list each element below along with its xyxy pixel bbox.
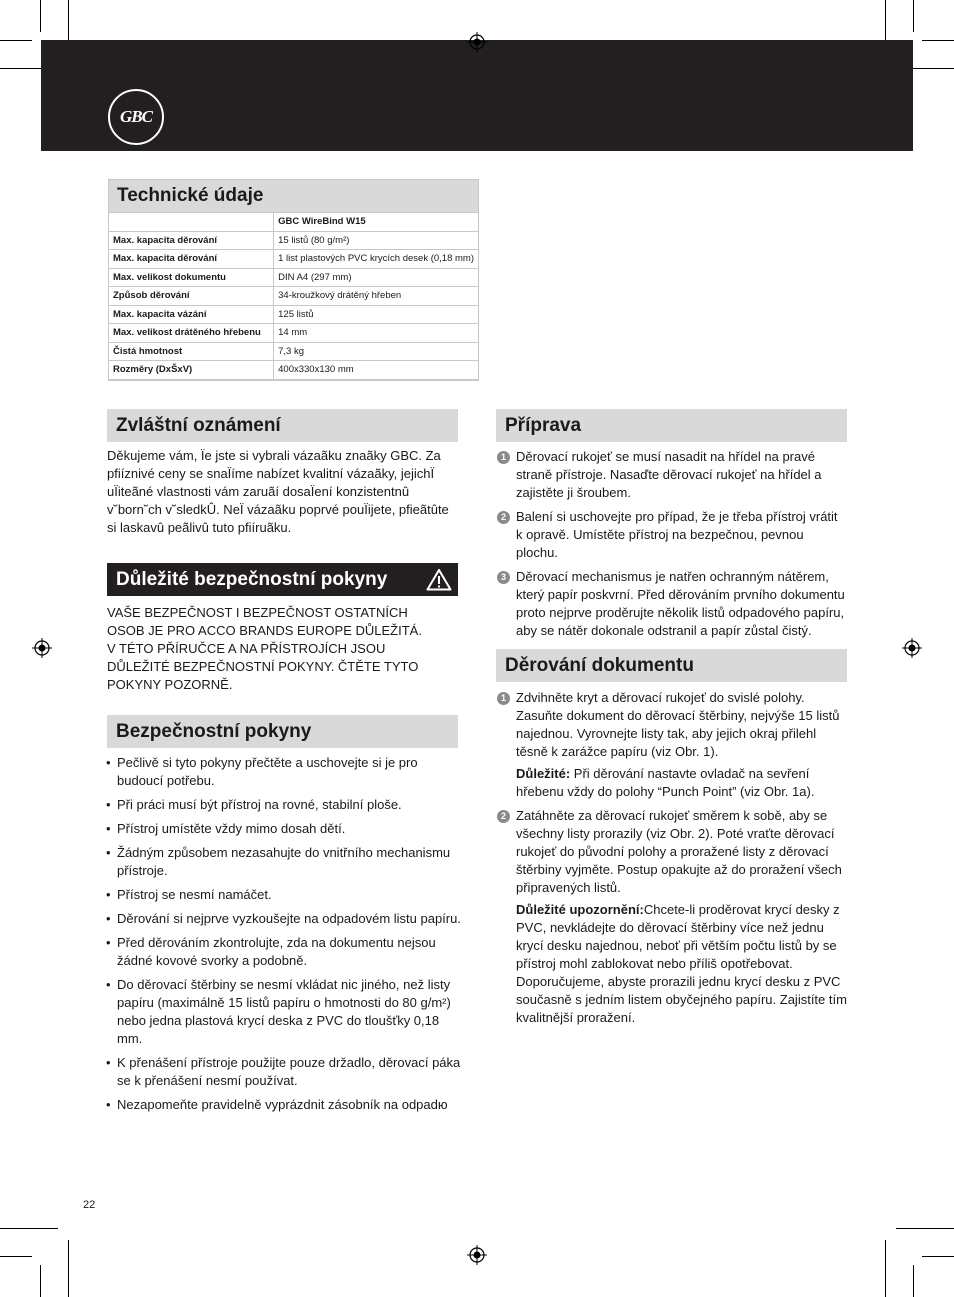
note	[516, 901, 847, 1027]
prep-steps	[497, 448, 847, 646]
crop-mark	[0, 1256, 32, 1257]
list-item: • Nezapomeňte pravidelně vyprázdnit zásobník na odpadю	[106, 1096, 461, 1114]
spec-value: 7,3 kg	[274, 342, 479, 361]
list-item: • Děrování si nejprve vyzkoušejte na odpadovém listu papíru.	[106, 910, 461, 928]
special-text: Děkujeme vám, Ïe jste si vybrali vázaãku znaãky GBC. Za pfiíznivé ceny se snaÏíme nabízet kvalitní vázaãky, jejichÏ uÏiteãné vlastnosti vám zaruãí dosaÏení konzistentnû v˘born˘ch v˘sledkÛ. NeÏ vázaãku poprvé pouÏijete, pfieãtûte si laskavû peãlivû tuto pfiíruãku.	[107, 448, 449, 535]
step-text: Zatáhněte za děrovací rukojeť směrem k sobě, aby se všechny listy prorazily (viz Obr. 2). Poté vraťte děrovací rukojeť do původní polohy a proražené listy z děrovací štěrbiny vyjměte. Postup opakujte až do proražení všech připravených listů.	[516, 808, 842, 895]
spec-label: Rozměry (DxŠxV)	[109, 361, 274, 380]
crop-mark	[922, 40, 954, 41]
spec-value: 14 mm	[274, 324, 479, 343]
spec-label: Čistá hmotnost	[109, 342, 274, 361]
step-item	[497, 689, 847, 801]
table-row	[109, 268, 479, 287]
crop-mark	[913, 0, 914, 32]
table-row	[109, 250, 479, 269]
page-number: 22	[83, 1199, 96, 1211]
safety-list	[106, 754, 461, 1120]
crop-mark	[40, 0, 41, 32]
step-number-icon: 3	[497, 571, 510, 584]
punch-steps	[497, 689, 847, 1033]
header-band	[41, 40, 913, 151]
crop-mark	[0, 1228, 58, 1229]
spec-value: 1 list plastových PVC krycích desek (0,18 mm)	[274, 250, 479, 269]
special-title: Zvláštní oznámení	[107, 409, 458, 442]
step-number-icon: 1	[497, 692, 510, 705]
list-item: • Přístroj umístěte vždy mimo dosah dětí.	[106, 820, 461, 838]
note-text: Chcete-li proděrovat krycí desky z PVC, nevkládejte do děrovací štěrbiny více než jednu krycí desku najednou, neboť při větším počtu listů by se přístroj mohl zablokovat nebo příliš opotřebovat. Doporučujeme, abyste prorazili jednu krycí desku z PVC současně s jedním listem obyčejného papíru. Zajistíte tím kvalitnější proražení.	[516, 902, 847, 1025]
spec-label: Max. kapacita děrování	[109, 231, 274, 250]
spec-label: Způsob děrování	[109, 287, 274, 306]
table-cell	[109, 213, 274, 232]
step-item	[497, 568, 847, 640]
table-row	[109, 231, 479, 250]
safety-title: Bezpečnostní pokyny	[107, 715, 458, 748]
registration-mark-icon	[32, 638, 52, 658]
list-item: • Při práci musí být přístroj na rovné, stabilní ploše.	[106, 796, 461, 814]
note-label: Důležité:	[516, 766, 571, 781]
list-item: • Do děrovací štěrbiny se nesmí vkládat nic jiného, než listy papíru (maximálně 15 listů papíru o hmotnosti do 80 g/m²) nebo jedna plastová krycí deska z PVC do tloušťky 0,18 mm.	[106, 976, 461, 1048]
registration-mark-icon	[467, 32, 487, 52]
crop-mark	[896, 1228, 954, 1229]
gbc-logo: GBC	[108, 89, 164, 145]
step-text: Zdvihněte kryt a děrovací rukojeť do svislé polohy. Zasuňte dokument do děrovací štěrbiny, nejvýše 15 listů najednou. Vyrovnejte listy tak, aby jejich okraj přilehl těsně k zarážce papíru (viz Obr. 1).	[516, 690, 840, 759]
step-text: Děrovací mechanismus je natřen ochranným nátěrem, který papír poskvrní. Před děrováním prvního dokumentu proto nejprve proděrujte několik listů odpadového papíru, aby se nátěr dokonale odstranil a papír zůstal čistý.	[516, 569, 845, 638]
step-item	[497, 508, 847, 562]
tech-title: Technické údaje	[108, 179, 479, 212]
step-number-icon: 1	[497, 451, 510, 464]
note	[516, 765, 847, 801]
spec-value: 34-kroužkový drátěný hřeben	[274, 287, 479, 306]
table-row	[109, 361, 479, 380]
spec-value: DIN A4 (297 mm)	[274, 268, 479, 287]
note-label: Důležité upozornění:	[516, 902, 644, 917]
table-row	[109, 324, 479, 343]
step-item	[497, 807, 847, 1027]
model-header: GBC WireBind W15	[274, 213, 479, 232]
note-text: Při děrování nastavte ovladač na sevření hřebenu vždy do polohy “Punch Point” (viz Obr. 1a).	[516, 766, 815, 799]
table-row	[109, 305, 479, 324]
warning-triangle-icon	[426, 568, 452, 591]
crop-mark	[0, 40, 32, 41]
spec-value: 125 listů	[274, 305, 479, 324]
spec-label: Max. velikost dokumentu	[109, 268, 274, 287]
table-row	[109, 213, 479, 232]
list-item: • Žádným způsobem nezasahujte do vnitřního mechanismu přístroje.	[106, 844, 461, 880]
list-item: • Přístroj se nesmí namáčet.	[106, 886, 461, 904]
important-title-bar	[107, 563, 458, 596]
crop-mark	[922, 1256, 954, 1257]
step-number-icon: 2	[497, 810, 510, 823]
registration-mark-icon	[467, 1245, 487, 1265]
table-row	[109, 342, 479, 361]
list-item: • Před děrováním zkontrolujte, zda na dokumentu nejsou žádné kovové svorky a podobně.	[106, 934, 461, 970]
table-row	[109, 287, 479, 306]
spec-label: Max. velikost drátěného hřebenu	[109, 324, 274, 343]
step-text: Děrovací rukojeť se musí nasadit na hřídel na pravé straně přístroje. Nasaďte děrovací rukojeť na hřídel a zajistěte ji šroubem.	[516, 449, 822, 500]
crop-mark	[885, 1240, 886, 1297]
spec-label: Max. kapacita vázání	[109, 305, 274, 324]
crop-mark	[40, 1265, 41, 1297]
important-text: VAŠE BEZPEČNOST I BEZPEČNOST OSTATNÍCH OSOB JE PRO ACCO BRANDS EUROPE DŮLEŽITÁ. V TÉTO PŘÍRUČCE A NA PŘÍSTROJÍCH JSOU DŮLEŽITÉ BEZPEČNOSTNÍ POKYNY. ČTĚTE TYTO POKYNY POZORNĚ.	[107, 605, 422, 692]
list-item: • K přenášení přístroje použijte pouze držadlo, děrovací páka se k přenášení nesmí používat.	[106, 1054, 461, 1090]
spec-label: Max. kapacita děrování	[109, 250, 274, 269]
registration-mark-icon	[902, 638, 922, 658]
important-title: Důležité bezpečnostní pokyny	[116, 569, 388, 590]
step-number-icon: 2	[497, 511, 510, 524]
spec-value: 15 listů (80 g/m²)	[274, 231, 479, 250]
spec-table	[108, 212, 479, 380]
list-item: • Pečlivě si tyto pokyny přečtěte a uschovejte si je pro budoucí potřebu.	[106, 754, 461, 790]
step-text: Balení si uschovejte pro případ, že je třeba přístroj vrátit k opravě. Umístěte přístroj na bezpečnou, pevnou plochu.	[516, 509, 838, 560]
punch-title: Děrování dokumentu	[496, 649, 847, 682]
prep-title: Příprava	[496, 409, 847, 442]
spec-value: 400x330x130 mm	[274, 361, 479, 380]
crop-mark	[68, 1240, 69, 1297]
step-item	[497, 448, 847, 502]
crop-mark	[913, 1265, 914, 1297]
